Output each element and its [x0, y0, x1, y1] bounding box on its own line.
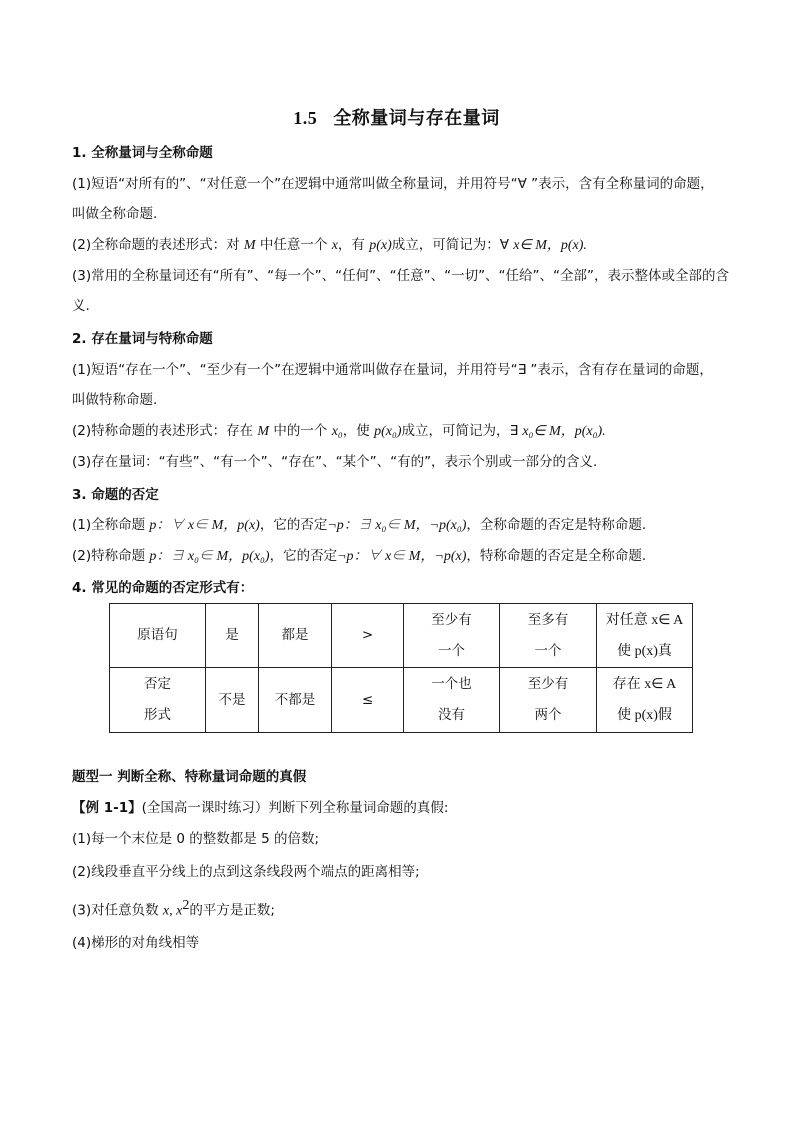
section1-p2: [72, 235, 732, 256]
math-x: x, x: [162, 903, 183, 919]
table-row: [110, 604, 693, 668]
table-cell: 是: [206, 604, 259, 668]
math-negation: ¬p：∃ x₀∈ M，¬p(x₀): [327, 518, 467, 533]
cell-line: 至多有: [527, 611, 569, 628]
cell-line: 一个也: [431, 676, 472, 692]
table-cell: 都是: [259, 604, 332, 668]
cell-line: 至少有: [431, 611, 472, 628]
text: ，它的否定: [269, 548, 338, 564]
math-formula: x∈ M，p(x).: [513, 238, 587, 253]
section2-p3: (3)存在量词：“有些”、“有一个”、“存在”、“某个”、“有的”，表示个别或一部分的含义.: [72, 454, 598, 470]
cell-line: 使 p(x)假: [617, 708, 672, 723]
question-3: [72, 896, 732, 922]
title-text: 全称量词与存在量词: [333, 108, 500, 129]
table-cell: >: [332, 604, 404, 668]
section2-p2: [72, 421, 732, 442]
example-line: [72, 798, 732, 818]
problem-type-heading: 题型一 判断全称、特称量词命题的真假: [72, 769, 307, 785]
cell-line: 对任意 x∈ A: [605, 612, 684, 628]
table-cell: 不是: [206, 668, 259, 733]
text: (2)特称命题: [72, 548, 150, 564]
math-negation: ¬p：∀ x∈ M，¬p(x): [337, 549, 467, 564]
text: 中的一个: [269, 423, 332, 439]
table-cell: [500, 668, 597, 733]
table-cell: [597, 604, 693, 668]
math-px: p(x): [369, 238, 392, 253]
question-1: (1)每一个末位是 0 的整数都是 5 的倍数;: [72, 831, 320, 847]
text: ，全称命题的否定是特称命题.: [466, 517, 647, 533]
math-formula: x₀∈ M，p(x₀).: [522, 424, 606, 439]
text: (1)全称命题: [72, 517, 150, 533]
section1-p1-line2: 叫做全称命题.: [72, 206, 158, 222]
text: 成立，可简记为：∀: [391, 237, 514, 253]
title-number: 1.5: [293, 108, 318, 128]
section1-p3-line1: (3)常用的全称量词还有“所有”、“每一个”、“任何”、“任意”、“一切”、“任给”、“全部”，表示整体或全部的含: [72, 268, 730, 284]
cell-line: 没有: [438, 707, 465, 723]
section4-heading: 4. 常见的命题的否定形式有：: [72, 580, 254, 596]
math-x0: x₀: [331, 424, 343, 439]
section1-heading: 1. 全称量词与全称命题: [72, 145, 213, 161]
question-2: (2)线段垂直平分线上的点到这条线段两个端点的距离相等;: [72, 864, 420, 880]
negation-table: [109, 603, 693, 733]
cell-line: 至少有: [527, 676, 569, 692]
example-label: 【例 1-1】: [72, 800, 142, 816]
text: 的平方是正数;: [189, 902, 275, 919]
table-cell: [110, 668, 206, 733]
text: (3)对任意负数: [72, 902, 163, 919]
section2-heading: 2. 存在量词与特称命题: [72, 331, 213, 347]
question-4: (4)梯形的对角线相等: [72, 935, 200, 951]
table-cell: 不都是: [259, 668, 332, 733]
text: ，它的否定: [259, 517, 328, 533]
table-cell: 原语句: [110, 604, 206, 668]
math-px0: p(x₀): [374, 424, 402, 439]
math-formula: p：∃ x₀∈ M，p(x₀): [149, 549, 270, 564]
table-cell: [500, 604, 597, 668]
text: ，使: [342, 423, 375, 439]
text: 中任意一个: [255, 237, 332, 253]
math-M: M: [243, 238, 256, 253]
cell-line: 一个: [534, 642, 562, 659]
section1-p1-line1: (1)短语“对所有的”、“对任意一个”在逻辑中通常叫做全称量词，并用符号“∀ ”表示，含有全称量词的命题，: [72, 176, 714, 192]
text: (2)特称命题的表述形式：存在: [72, 423, 258, 439]
superscript: 2: [182, 898, 190, 913]
text: ，有: [337, 237, 370, 253]
math-M: M: [257, 424, 270, 439]
table-cell: [404, 604, 500, 668]
cell-line: 一个: [438, 642, 465, 659]
math-formula: p：∀ x∈ M，p(x): [149, 518, 260, 533]
example-text: (全国高一课时练习）判断下列全称量词命题的真假:: [141, 800, 449, 816]
section3-heading: 3. 命题的否定: [72, 487, 159, 503]
math-x: x: [331, 238, 338, 253]
cell-line: 存在 x∈ A: [612, 677, 677, 692]
table-row: [110, 668, 693, 733]
table-cell: ≤: [332, 668, 404, 733]
cell-line: 两个: [534, 707, 562, 723]
text: (2)全称命题的表述形式：对: [72, 237, 244, 253]
cell-line: 使 p(x)真: [617, 643, 672, 659]
section2-p1-line2: 叫做特称命题.: [72, 392, 158, 408]
page-title: [0, 104, 793, 130]
text: ，特称命题的否定是全称命题.: [466, 548, 647, 564]
table-cell: [597, 668, 693, 733]
section1-p3-line2: 义.: [72, 298, 90, 314]
section3-p1: [72, 515, 732, 536]
text: 成立，可简记为，∃: [401, 423, 523, 439]
cell-line: 形式: [144, 707, 171, 723]
cell-line: 否定: [144, 676, 171, 692]
table-cell: [404, 668, 500, 733]
section2-p1-line1: (1)短语“存在一个”、“至少有一个”在逻辑中通常叫做存在量词，并用符号“∃ ”表示，含有存在量词的命题，: [72, 362, 713, 378]
section3-p2: [72, 546, 732, 567]
